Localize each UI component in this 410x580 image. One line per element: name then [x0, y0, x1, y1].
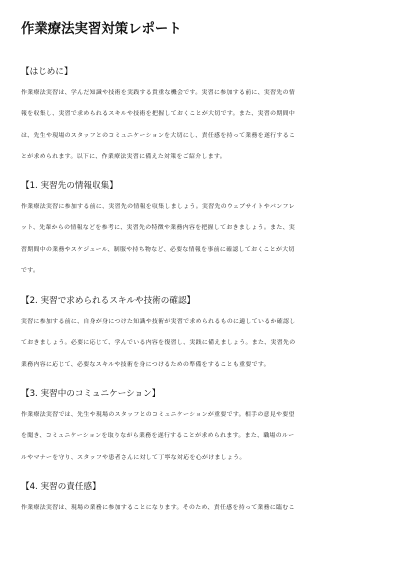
paragraph-line: 作業療法実習に参加する前に、実習先の情報を収集しましょう。実習先のウェブサイトやパンフレ [21, 204, 295, 210]
paragraph-line: 報を収集し、実習で求められるスキルや技術を把握しておくことが大切です。また、実習の期間中 [21, 111, 296, 118]
section-1-information-gathering [21, 180, 393, 277]
document-title: 作業療法実習対策レポート [21, 22, 182, 37]
paragraph-line: 作業療法実習では、先生や現場のスタッフとのコミュニケーションが重要です。相手の意見や要望 [21, 412, 295, 418]
paragraph-line: を聞き、コミュニケーションを取りながら業務を遂行することが求められます。また、職場のルー [21, 433, 295, 440]
section-heading: 【1. 実習先の情報収集】 [21, 181, 118, 191]
paragraph-line: 作業療法実習は、学んだ知識や技術を実践する貴重な機会です。実習に参加する前に、実習先の情 [21, 90, 296, 96]
paragraph-line: ルやマナーを守り、スタッフや患者さんに対して丁寧な対応を心がけましょう。 [21, 454, 246, 461]
section-4-responsibility [21, 481, 393, 514]
paragraph-line: 実習に参加する前に、自身が身につけた知識や技術が実習で求められるものに適しているか確認し [21, 319, 296, 325]
paragraph-line: ておきましょう。必要に応じて、学んでいる内容を復習し、実践に備えましょう。また、実習先の [21, 340, 296, 347]
paragraph-line: です。 [21, 267, 40, 274]
paragraph-line: は、先生や現場のスタッフとのコミュニケーションを大切にし、責任感を持って業務を遂行するこ [21, 132, 296, 139]
section-heading: 【2. 実習で求められるスキルや技術の確認】 [21, 296, 196, 306]
paragraph-line: ット、先輩からの情報などを参考に、実習先の特徴や業務内容を把握しておきましょう。また、実 [21, 225, 296, 232]
section-2-skills-check [21, 295, 393, 371]
paragraph-line: 作業療法実習は、現場の業務に参加することになります。そのため、責任感を持って業務に臨むこ [21, 505, 295, 511]
section-introduction [21, 66, 393, 163]
paragraph-line: とが求められます。以下に、作業療法実習に備えた対策をご紹介します。 [21, 153, 226, 160]
paragraph-line: 習期間中の業務やスケジュール、制服や持ち物など、必要な情報を事前に確認しておくことが大切 [21, 246, 295, 253]
paragraph-line: 業務内容に応じて、必要なスキルや技術を身につけるための準備をすることも重要です。 [21, 361, 270, 368]
section-3-communication [21, 388, 393, 464]
section-heading: 【3. 実習中のコミュニケーション】 [21, 389, 161, 399]
section-heading: 【はじめに】 [21, 67, 73, 77]
section-heading: 【4. 実習の責任感】 [21, 482, 101, 492]
